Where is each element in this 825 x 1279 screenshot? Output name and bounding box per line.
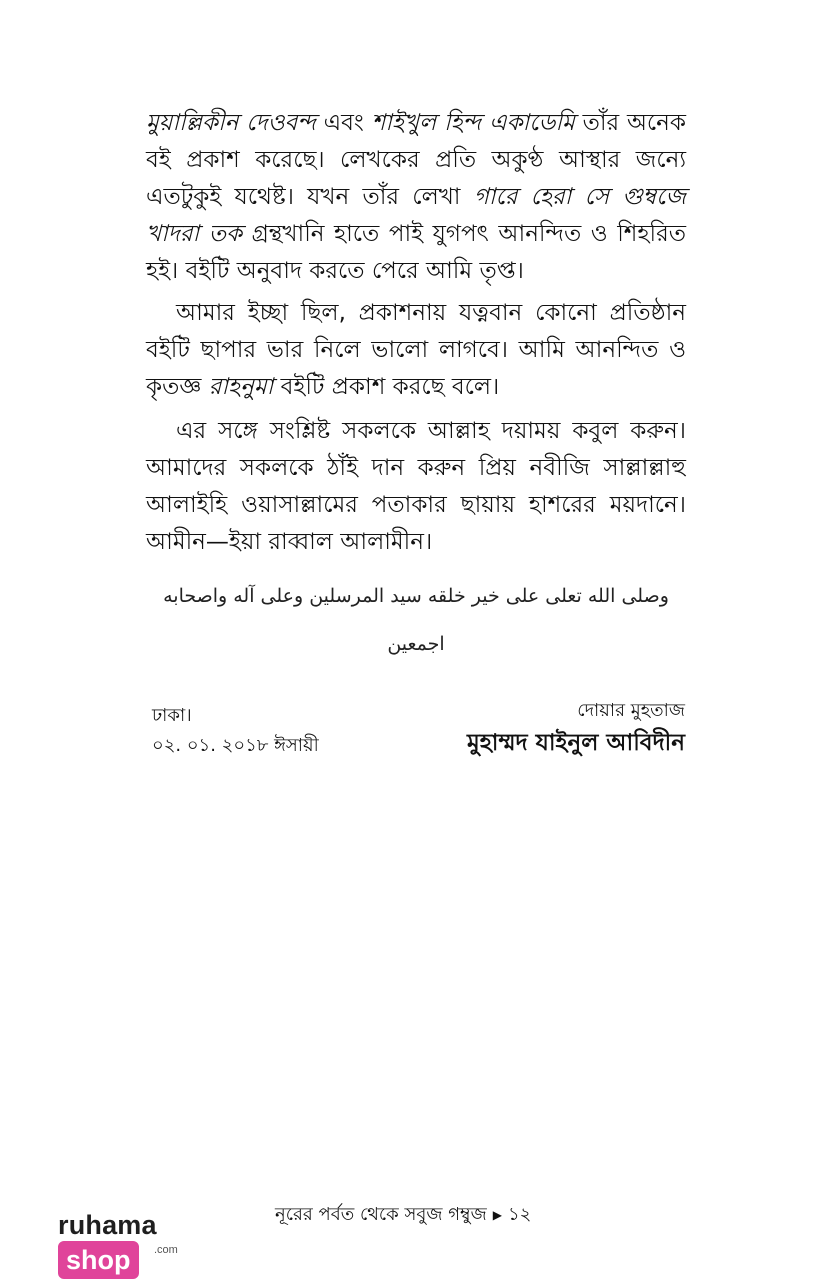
logo-ruhama-text: ruhama [58, 1210, 157, 1240]
author-name: মুহাম্মদ যাইনুল আবিদীন [466, 730, 685, 756]
publisher-name-1: মুয়াল্লিকীন দেওবন্দ [146, 110, 316, 136]
paragraph-1-text [146, 105, 686, 290]
publisher-name-2: শাইখুল হিন্দ একাডেমি [371, 110, 575, 136]
footer-book-title: নূরের পর্বত থেকে সবুজ গম্বুজ [275, 1204, 487, 1225]
paragraph-2 [146, 295, 686, 406]
paragraph-3 [146, 413, 686, 561]
logo-shop-badge: shop [58, 1241, 139, 1279]
publisher-rahnuma: রাহনুমা [208, 374, 274, 400]
arabic-blessing: وصلى الله تعلى على خير خلقه سيد المرسلين وعلى آله واصحابه اجمعين [163, 585, 669, 655]
text-segment: আমার ইচ্ছা ছিল, প্রকাশনায় যত্নবান কোনো প্রতিষ্ঠান বইটি ছাপার ভার নিলে ভালো লাগবে। আমি আনন্দিত ও কৃতজ্ঞ [146, 300, 686, 400]
text-segment: বইটি প্রকাশ করছে বলে। [273, 374, 500, 400]
text-segment: গ্রন্থখানি হাতে পাই যুগপৎ আনন্দিত ও শিহরিত হই। বইটি অনুবাদ করতে পেরে আমি তৃপ্ত। [146, 221, 686, 284]
signature-date: ০২. ০১. ২০১৮ ঈসায়ী [152, 735, 319, 756]
page-number: ১২ [507, 1204, 532, 1225]
signature-author [467, 697, 685, 761]
paragraph-3-text: এর সঙ্গে সংশ্লিষ্ট সকলকে আল্লাহ দয়াময় কবুল করুন। আমাদের সকলকে ঠাঁই দান করুন প্রিয় নবীজি সাল্লাল্লাহু আলাইহি ওয়াসাল্লামের পতাকার ছায়ায় হাশরের ময়দানে। আমীন—ইয়া রাব্বাল আলামীন। [146, 418, 686, 555]
paragraph-1 [146, 105, 686, 290]
logo-domain: .com [154, 1244, 178, 1256]
signature-place: ঢাকা। [152, 705, 192, 726]
text-segment: তাঁর অনেক বই প্রকাশ করেছে। লেখকের প্রতি অকুণ্ঠ আস্থার জন্যে এতটুকুই যথেষ্ট। যখন তাঁর লেখা [146, 110, 686, 210]
original-book-title: গারে হেরা সে গুম্বজে খাদরা তক [146, 184, 686, 247]
signature-place-date [152, 701, 319, 761]
signature-label: দোয়ার মুহতাজ [577, 700, 685, 721]
ruhamashop-logo [58, 1210, 228, 1275]
page-footer [275, 1200, 531, 1230]
text-segment: এবং [315, 110, 372, 136]
paragraph-2-text [146, 295, 686, 406]
triangle-right-icon: ▶ [492, 1208, 502, 1222]
